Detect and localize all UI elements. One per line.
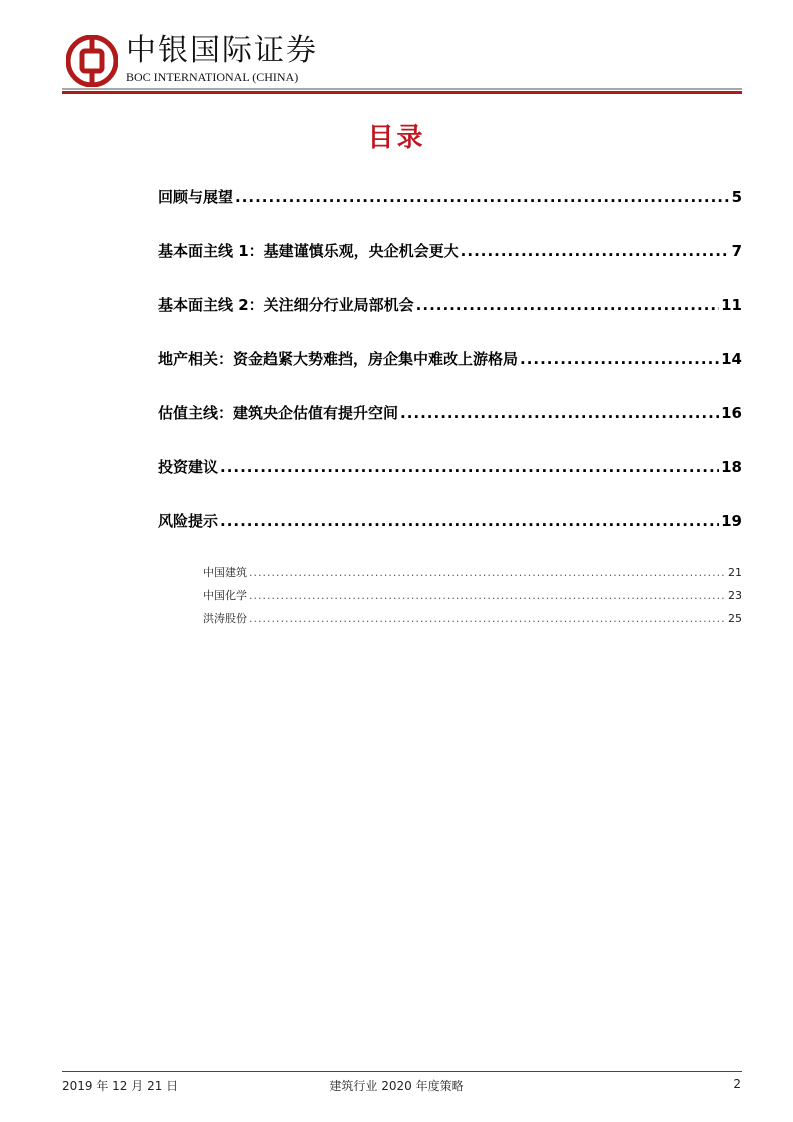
toc-leader	[416, 296, 719, 314]
toc-leader	[235, 188, 730, 206]
toc-entry-label: 地产相关：资金趋紧大势难挡，房企集中难改上游格局	[158, 350, 519, 368]
toc-sub-entry[interactable]	[203, 610, 742, 626]
toc-entry-page: 19	[721, 512, 742, 530]
toc-entry[interactable]	[158, 348, 742, 372]
toc-entry-label: 基本面主线 1：基建谨慎乐观，央企机会更大	[158, 242, 459, 260]
toc-sub-entry-page: 23	[728, 589, 742, 602]
toc-title: 目录	[367, 123, 426, 153]
toc-entry[interactable]	[158, 456, 742, 480]
toc-entry-page: 5	[731, 188, 742, 206]
brand-name-en: BOC INTERNATIONAL (CHINA)	[126, 70, 299, 84]
toc-sub-entry[interactable]	[203, 587, 742, 603]
boc-logo-icon	[66, 35, 118, 87]
toc-leader	[461, 242, 730, 260]
toc-sub-entry-page: 21	[728, 566, 742, 579]
toc-leader	[400, 404, 719, 422]
toc-entry[interactable]	[158, 510, 742, 534]
toc-entry[interactable]	[158, 402, 742, 426]
toc-entry-label: 估值主线：建筑央企估值有提升空间	[158, 404, 399, 422]
toc-leader	[220, 458, 719, 476]
toc-leader	[249, 566, 726, 579]
toc-sub-entry-label: 洪涛股份	[203, 612, 247, 625]
toc-entry[interactable]	[158, 294, 742, 318]
toc-entry[interactable]	[158, 186, 742, 210]
toc-leader	[249, 589, 726, 602]
toc-entry-page: 18	[721, 458, 742, 476]
toc-entry-page: 16	[721, 404, 742, 422]
toc-entry-page: 7	[731, 242, 742, 260]
toc-leader	[249, 612, 726, 625]
footer-date: 2019 年 12 月 21 日	[62, 1079, 179, 1093]
footer-page-number: 2	[733, 1077, 741, 1091]
toc-leader	[520, 350, 719, 368]
header-accent-divider	[62, 91, 742, 94]
toc-entry[interactable]	[158, 240, 742, 264]
header-divider	[62, 88, 742, 90]
toc-entry-label: 风险提示	[158, 512, 219, 530]
toc-entry-label: 投资建议	[158, 458, 219, 476]
toc-entry-label: 回顾与展望	[158, 188, 234, 206]
toc-leader	[220, 512, 719, 530]
toc-sub-entry-label: 中国建筑	[203, 566, 247, 579]
footer-report-title: 建筑行业 2020 年度策略	[329, 1079, 464, 1093]
toc-entry-page: 14	[721, 350, 742, 368]
toc-sub-entry[interactable]	[203, 564, 742, 580]
toc-entry-label: 基本面主线 2：关注细分行业局部机会	[158, 296, 414, 314]
toc-sub-entry-page: 25	[728, 612, 742, 625]
footer-divider	[62, 1071, 742, 1072]
brand-name-cn: 中银国际证券	[126, 33, 318, 68]
toc-entry-page: 11	[721, 296, 742, 314]
toc-sub-entry-label: 中国化学	[203, 589, 247, 602]
